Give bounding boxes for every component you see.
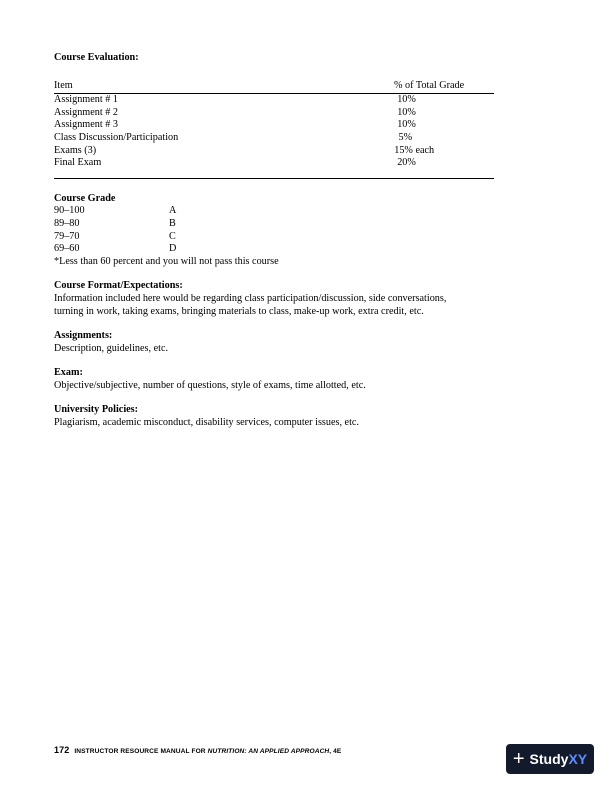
university-policies-heading: University Policies: [54,404,139,416]
page-number: 172 [54,745,70,755]
evaluation-table [54,80,494,179]
grade-row [54,205,494,218]
table-cell-item: Assignment # 1 [54,94,118,106]
grade-letter: B [169,217,176,229]
logo-text-study: Study [529,750,569,767]
grade-range: 79–70 [54,230,80,242]
grade-note: *Less than 60 percent and you will not pass this course [54,255,279,267]
plus-icon: + [512,748,525,770]
grade-letter: A [169,205,177,217]
table-cell-percent: 10% [397,94,416,106]
course-evaluation-heading: Course Evaluation: [54,52,139,63]
course-format-line-2: turning in work, taking exams, bringing materials to class, make-up work, extra credit, etc. [54,305,424,317]
assignments-heading: Assignments: [54,330,113,342]
table-cell-item: Assignment # 2 [54,106,118,118]
table-cell-percent: 10% [397,106,416,118]
grade-letter: C [169,230,176,242]
assignments-section [54,330,494,355]
column-header-item: Item [54,79,73,91]
grade-row [54,243,494,256]
course-format-heading: Course Format/Expectations: [54,280,183,292]
table-cell-percent: 15% each [394,144,435,156]
footer-edition: , 4E [329,748,342,755]
course-grade-section [54,193,494,269]
exam-section [54,367,494,392]
page-footer [54,744,341,759]
table-row [54,157,494,170]
table-row [54,145,494,158]
table-cell-item: Class Discussion/Participation [54,131,179,143]
exam-heading: Exam: [54,367,83,379]
grade-range: 89–80 [54,217,80,229]
table-cell-item: Exams (3) [54,144,97,156]
grade-letter: D [169,243,177,255]
table-row [54,119,494,132]
course-format-line-1: Information included here would be regarding class participation/discussion, side conversations, [54,292,447,304]
grade-range: 69–60 [54,243,80,255]
exam-text: Objective/subjective, number of questions, style of exams, time allotted, etc. [54,379,366,391]
logo-text-xy: XY [568,750,588,767]
column-header-percent: % of Total Grade [394,79,465,91]
grade-row [54,231,494,244]
table-cell-percent: 20% [397,157,416,169]
table-bottom-rule [54,170,494,179]
table-cell-percent: 10% [397,119,416,131]
footer-book-title: NUTRITION: AN APPLIED APPROACH [207,748,330,755]
table-row [54,94,494,107]
assignments-text: Description, guidelines, etc. [54,342,169,354]
table-cell-percent: 5% [398,131,413,143]
table-row [54,132,494,145]
course-grade-heading: Course Grade [54,192,116,204]
course-format-section [54,280,494,318]
table-row [54,107,494,120]
studyxy-logo-badge[interactable] [506,744,594,774]
grade-range: 90–100 [54,205,85,217]
table-cell-item: Final Exam [54,157,102,169]
evaluation-table-header [54,80,494,93]
footer-text: INSTRUCTOR RESOURCE MANUAL FOR [74,748,208,755]
grade-row [54,218,494,231]
university-policies-text: Plagiarism, academic misconduct, disability services, computer issues, etc. [54,417,359,429]
university-policies-section [54,404,494,429]
document-body [54,52,494,430]
table-cell-item: Assignment # 3 [54,119,118,131]
